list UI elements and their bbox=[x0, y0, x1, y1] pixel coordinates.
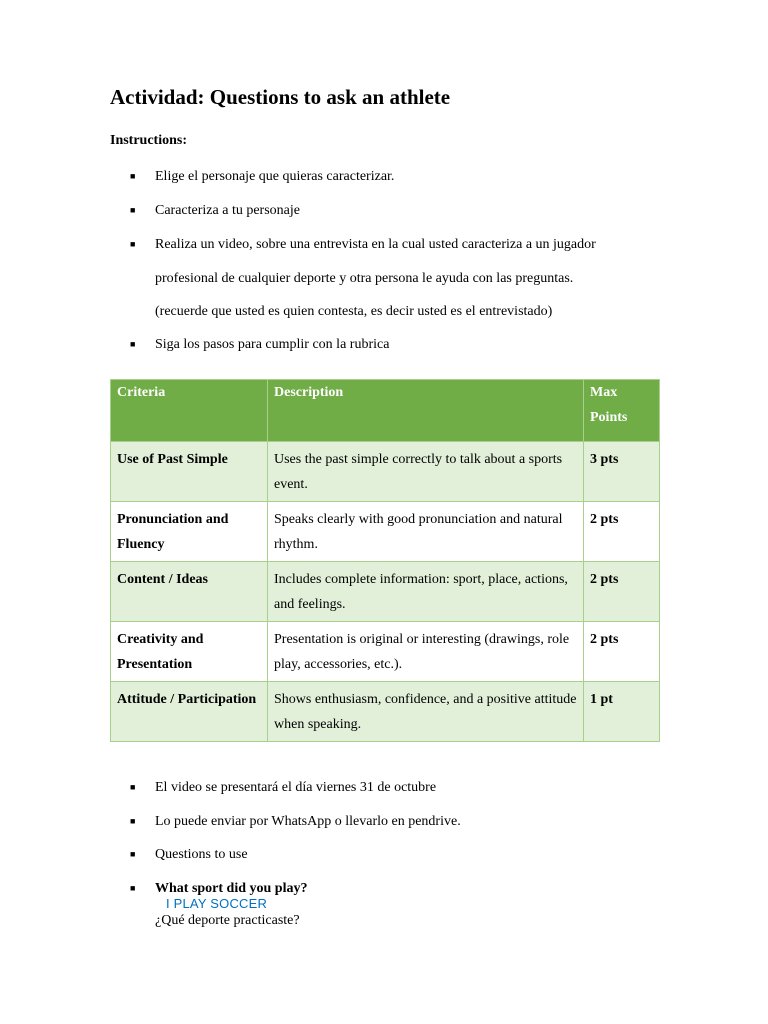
criteria-cell: Content / Ideas bbox=[111, 562, 268, 622]
page-title: Actividad: Questions to ask an athlete bbox=[110, 85, 451, 109]
column-header-points bbox=[584, 380, 660, 442]
criteria-cell: Attitude / Participation bbox=[111, 682, 268, 742]
instructions-label: Instructions: bbox=[110, 133, 188, 148]
criteria-cell: Pronunciation and Fluency bbox=[111, 502, 268, 562]
question-text: What sport did you play? bbox=[155, 881, 308, 896]
column-header-points-line2: Points bbox=[590, 410, 628, 425]
bullet-square-icon: ■ bbox=[130, 239, 136, 249]
points-cell: 2 pts bbox=[584, 562, 660, 622]
bullet-square-icon: ■ bbox=[130, 205, 136, 215]
question-spanish: ¿Qué deporte practicaste? bbox=[155, 913, 300, 928]
bullet-square-icon: ■ bbox=[130, 171, 136, 181]
list-item-text: Questions to use bbox=[155, 847, 248, 862]
points-cell: 2 pts bbox=[584, 502, 660, 562]
criteria-cell: Use of Past Simple bbox=[111, 442, 268, 502]
bullet-square-icon: ■ bbox=[130, 782, 136, 792]
handwritten-answer: I PLAY SOCCER bbox=[166, 896, 268, 911]
list-item-text: (recuerde que usted es quien contesta, es decir usted es el entrevistado) bbox=[155, 304, 553, 319]
description-cell: Shows enthusiasm, confidence, and a positive attitude when speaking. bbox=[268, 682, 584, 742]
list-item-text: Elige el personaje que quieras caracterizar. bbox=[155, 169, 395, 184]
points-cell: 1 pt bbox=[584, 682, 660, 742]
list-item-text: profesional de cualquier deporte y otra persona le ayuda con las preguntas. bbox=[155, 270, 574, 286]
table-row bbox=[111, 562, 660, 622]
criteria-cell: Creativity and Presentation bbox=[111, 622, 268, 682]
bullet-square-icon: ■ bbox=[130, 883, 136, 893]
list-item-text: Realiza un video, sobre una entrevista en la cual usted caracteriza a un jugador bbox=[155, 237, 596, 252]
list-item-text: Caracteriza a tu personaje bbox=[155, 203, 300, 218]
description-cell: Speaks clearly with good pronunciation and natural rhythm. bbox=[268, 502, 584, 562]
table-row bbox=[111, 682, 660, 742]
table-header-row bbox=[111, 380, 660, 442]
column-header-description: Description bbox=[268, 380, 584, 442]
description-cell: Presentation is original or interesting (drawings, role play, accessories, etc.). bbox=[268, 622, 584, 682]
table-row bbox=[111, 442, 660, 502]
table-row bbox=[111, 622, 660, 682]
description-cell: Includes complete information: sport, place, actions, and feelings. bbox=[268, 562, 584, 622]
points-cell: 3 pts bbox=[584, 442, 660, 502]
bullet-square-icon: ■ bbox=[130, 816, 136, 826]
bullet-square-icon: ■ bbox=[130, 339, 136, 349]
rubric-table bbox=[110, 379, 660, 742]
list-item-text: Lo puede enviar por WhatsApp o llevarlo en pendrive. bbox=[155, 814, 461, 829]
list-item-text: El video se presentará el día viernes 31 de octubre bbox=[155, 780, 437, 795]
points-cell: 2 pts bbox=[584, 622, 660, 682]
list-item-text: Siga los pasos para cumplir con la rubrica bbox=[155, 337, 390, 352]
column-header-criteria: Criteria bbox=[111, 380, 268, 442]
description-cell: Uses the past simple correctly to talk about a sports event. bbox=[268, 442, 584, 502]
column-header-points-line1: Max bbox=[590, 385, 618, 400]
bullet-square-icon: ■ bbox=[130, 849, 136, 859]
table-row bbox=[111, 502, 660, 562]
